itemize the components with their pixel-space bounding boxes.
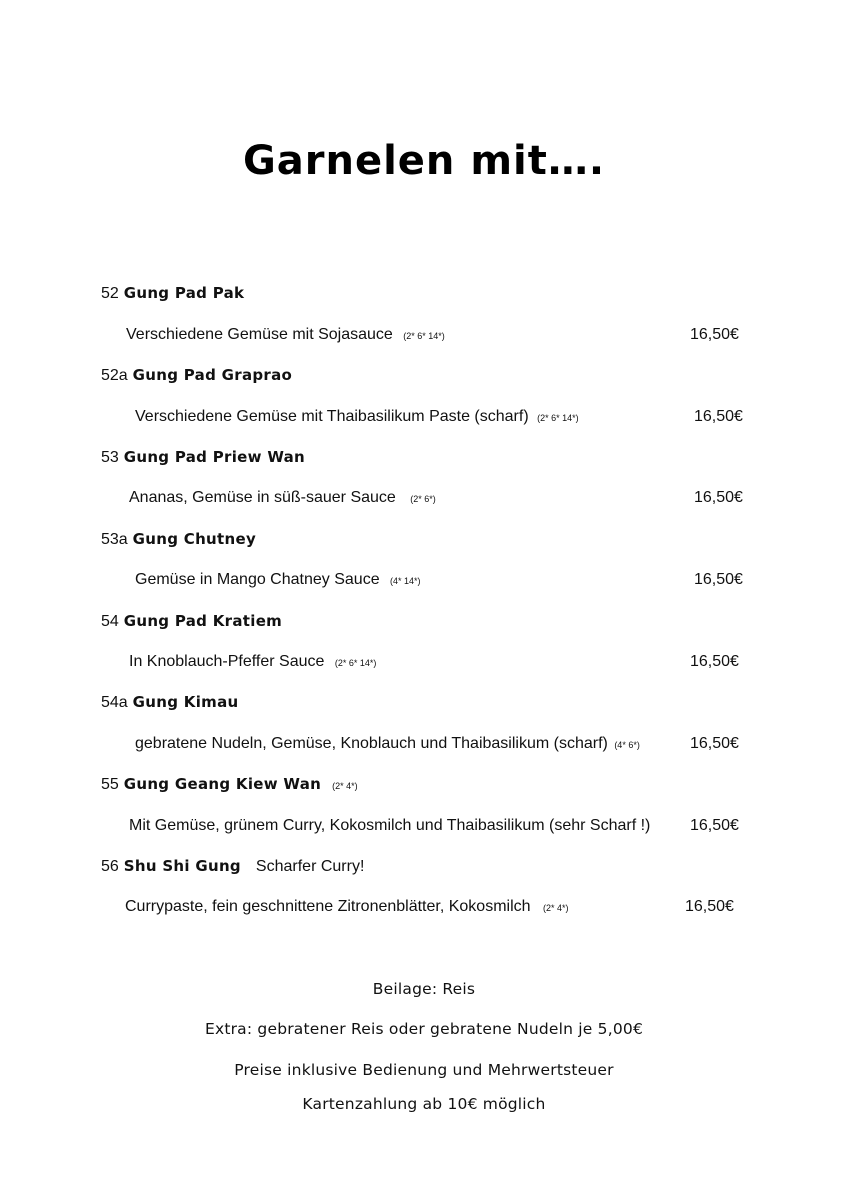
dish-price: 16,50€ <box>690 653 739 670</box>
dish-name-53a <box>101 530 256 549</box>
description-text: gebratene Nudeln, Gemüse, Knoblauch und Thaibasilikum (scharf) <box>135 735 608 752</box>
dish-name-52 <box>101 284 244 303</box>
dish-note: Scharfer Curry! <box>255 858 365 875</box>
dish-number: 56 <box>101 858 119 875</box>
dish-title: Shu Shi Gung <box>123 857 241 875</box>
dish-number: 54 <box>101 613 119 630</box>
dish-title: Gung Pad Graprao <box>132 366 293 384</box>
dish-name-54a <box>101 693 238 712</box>
allergen-codes: (2* 6* 14*) <box>403 331 445 341</box>
allergen-codes: (2* 6* 14*) <box>334 658 377 668</box>
dish-title: Gung Geang Kiew Wan <box>123 775 322 793</box>
description-text: Currypaste, fein geschnittene Zitronenblätter, Kokosmilch <box>125 898 531 915</box>
dish-description <box>129 653 376 671</box>
allergen-codes: (2* 4*) <box>332 781 358 791</box>
description-text: Mit Gemüse, grünem Curry, Kokosmilch und Thaibasilikum (sehr Scharf !) <box>129 817 651 834</box>
dish-title: Gung Kimau <box>132 693 239 711</box>
side-dish-note: Beilage: Reis <box>372 980 476 998</box>
dish-title: Gung Pad Priew Wan <box>123 448 306 466</box>
dish-description <box>125 898 569 916</box>
description-text: Verschiedene Gemüse mit Thaibasilikum Paste (scharf) <box>135 408 529 425</box>
dish-price: 16,50€ <box>690 326 739 343</box>
dish-name-54 <box>101 612 282 631</box>
dish-price: 16,50€ <box>690 735 739 752</box>
allergen-codes: (2* 6*) <box>410 494 436 504</box>
description-text: Verschiedene Gemüse mit Sojasauce <box>126 326 393 343</box>
dish-price: 16,50€ <box>685 898 734 915</box>
dish-title: Gung Pad Pak <box>123 284 245 302</box>
allergen-codes: (4* 6*) <box>614 740 640 750</box>
dish-number: 52 <box>101 285 119 302</box>
dish-price: 16,50€ <box>694 489 743 506</box>
dish-name-52a <box>101 366 292 385</box>
dish-price: 16,50€ <box>694 571 743 588</box>
description-text: Gemüse in Mango Chatney Sauce <box>135 571 385 588</box>
card-payment-note: Kartenzahlung ab 10€ möglich <box>302 1095 546 1113</box>
dish-name-55 <box>101 775 358 794</box>
dish-number: 54a <box>101 694 128 711</box>
extra-note: Extra: gebratener Reis oder gebratene Nudeln je 5,00€ <box>204 1020 644 1038</box>
prices-note: Preise inklusive Bedienung und Mehrwertsteuer <box>234 1061 614 1079</box>
dish-name-53 <box>101 448 305 467</box>
page-title: Garnelen mit…. <box>242 138 606 184</box>
dish-description <box>129 817 650 835</box>
dish-number: 55 <box>101 776 119 793</box>
dish-description <box>135 571 421 589</box>
dish-number: 52a <box>101 367 128 384</box>
dish-description <box>126 326 445 344</box>
allergen-codes: (4* 14*) <box>390 576 421 586</box>
dish-price: 16,50€ <box>694 408 743 425</box>
dish-description <box>129 489 436 507</box>
dish-description <box>135 735 640 753</box>
description-text: In Knoblauch-Pfeffer Sauce <box>129 653 329 670</box>
allergen-codes: (2* 4*) <box>543 903 569 913</box>
dish-title: Gung Pad Kratiem <box>123 612 283 630</box>
description-text: Ananas, Gemüse in süß-sauer Sauce <box>129 489 401 506</box>
dish-price: 16,50€ <box>690 817 739 834</box>
dish-description <box>135 408 579 426</box>
dish-number: 53a <box>101 531 128 548</box>
dish-title: Gung Chutney <box>132 530 257 548</box>
dish-number: 53 <box>101 449 119 466</box>
dish-name-56 <box>101 857 364 876</box>
allergen-codes: (2* 6* 14*) <box>537 413 579 423</box>
